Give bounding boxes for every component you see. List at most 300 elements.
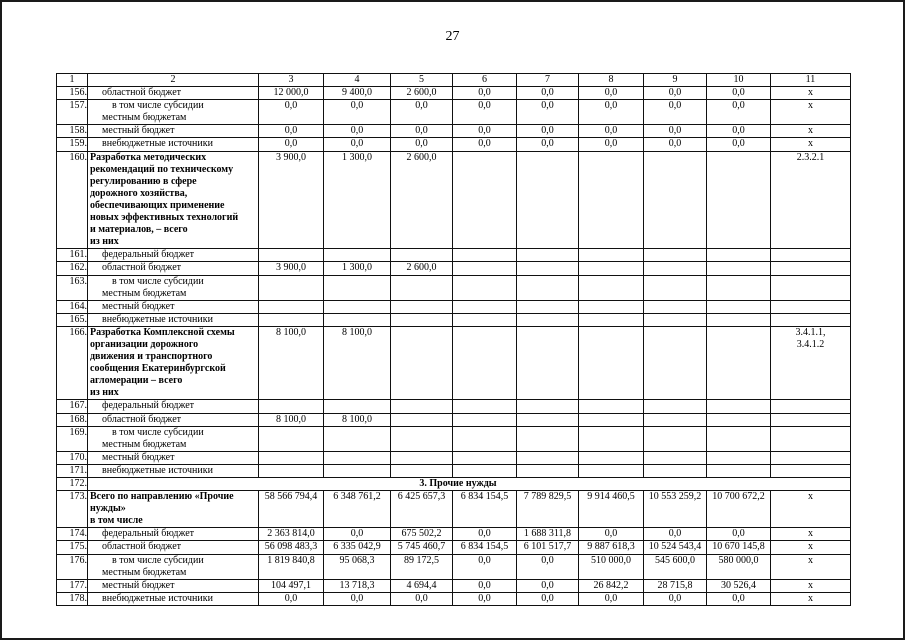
row-label bbox=[88, 451, 259, 464]
row-label bbox=[88, 262, 259, 275]
row-label bbox=[88, 300, 259, 313]
value-cell: 0,0 bbox=[579, 528, 644, 541]
value-cell bbox=[453, 464, 517, 477]
value-cell bbox=[391, 426, 453, 451]
row-label-line: в том числе субсидии bbox=[112, 100, 204, 112]
row-label bbox=[88, 491, 259, 528]
value-cell bbox=[453, 326, 517, 400]
target-index-line: 3.4.1.2 bbox=[796, 338, 825, 350]
target-index-cell bbox=[771, 451, 851, 464]
value-cell: 4 694,4 bbox=[391, 579, 453, 592]
value-cell: 0,0 bbox=[259, 592, 324, 605]
value-cell bbox=[644, 400, 707, 413]
value-cell bbox=[579, 249, 644, 262]
value-cell bbox=[707, 313, 771, 326]
row-number: 173. bbox=[57, 491, 88, 528]
row-label-line: и материалов, – всего bbox=[90, 224, 188, 236]
row-number: 164. bbox=[57, 300, 88, 313]
value-cell bbox=[324, 313, 391, 326]
value-cell: 545 600,0 bbox=[644, 554, 707, 579]
value-cell: 0,0 bbox=[324, 592, 391, 605]
value-cell: 28 715,8 bbox=[644, 579, 707, 592]
target-index-cell bbox=[771, 541, 851, 554]
row-label-line: местным бюджетам bbox=[102, 112, 187, 124]
row-number: 162. bbox=[57, 262, 88, 275]
column-header: 4 bbox=[324, 74, 391, 87]
value-cell bbox=[644, 249, 707, 262]
value-cell: 6 425 657,3 bbox=[391, 491, 453, 528]
value-cell: 0,0 bbox=[453, 87, 517, 100]
target-index-line: х bbox=[808, 592, 813, 604]
target-index-cell bbox=[771, 100, 851, 125]
row-label-line: федеральный бюджет bbox=[102, 528, 195, 540]
target-index-cell bbox=[771, 326, 851, 400]
row-number: 161. bbox=[57, 249, 88, 262]
value-cell: 3 900,0 bbox=[259, 262, 324, 275]
table-row bbox=[57, 592, 851, 605]
target-index-cell bbox=[771, 464, 851, 477]
value-cell bbox=[707, 464, 771, 477]
value-cell: 13 718,3 bbox=[324, 579, 391, 592]
row-label-line: новых эффективных технологий bbox=[90, 212, 239, 224]
row-label-line: областной бюджет bbox=[102, 87, 182, 99]
value-cell: 675 502,2 bbox=[391, 528, 453, 541]
value-cell: 0,0 bbox=[644, 592, 707, 605]
section-heading bbox=[88, 478, 851, 491]
value-cell: 1 688 311,8 bbox=[517, 528, 579, 541]
value-cell: 10 553 259,2 bbox=[644, 491, 707, 528]
value-cell bbox=[707, 451, 771, 464]
row-label-line: обеспечивающих применение bbox=[90, 199, 225, 211]
value-cell bbox=[644, 413, 707, 426]
target-index-cell bbox=[771, 313, 851, 326]
value-cell bbox=[324, 300, 391, 313]
column-header: 11 bbox=[771, 74, 851, 87]
row-label-line: местным бюджетам bbox=[102, 566, 187, 578]
value-cell: 95 068,3 bbox=[324, 554, 391, 579]
column-header: 8 bbox=[579, 74, 644, 87]
value-cell: 0,0 bbox=[517, 125, 579, 138]
value-cell: 0,0 bbox=[391, 592, 453, 605]
value-cell: 56 098 483,3 bbox=[259, 541, 324, 554]
value-cell bbox=[391, 275, 453, 300]
value-cell: 0,0 bbox=[453, 554, 517, 579]
value-cell: 1 300,0 bbox=[324, 151, 391, 249]
value-cell bbox=[707, 300, 771, 313]
value-cell bbox=[517, 400, 579, 413]
value-cell bbox=[579, 275, 644, 300]
row-label bbox=[88, 87, 259, 100]
value-cell bbox=[707, 326, 771, 400]
value-cell: 2 600,0 bbox=[391, 151, 453, 249]
row-label-line: местный бюджет bbox=[102, 300, 175, 312]
value-cell: 510 000,0 bbox=[579, 554, 644, 579]
row-label-line: Разработка методических bbox=[90, 151, 207, 163]
table-row bbox=[57, 275, 851, 300]
value-cell bbox=[391, 313, 453, 326]
value-cell bbox=[453, 300, 517, 313]
row-label-line: сообщения Екатеринбургской bbox=[90, 363, 226, 375]
row-label-line: областной бюджет bbox=[102, 262, 182, 274]
table-body bbox=[57, 87, 851, 606]
table-row bbox=[57, 451, 851, 464]
value-cell: 6 834 154,5 bbox=[453, 491, 517, 528]
value-cell bbox=[259, 451, 324, 464]
table-row bbox=[57, 249, 851, 262]
row-number: 171. bbox=[57, 464, 88, 477]
value-cell bbox=[579, 413, 644, 426]
target-index-cell bbox=[771, 125, 851, 138]
column-header: 2 bbox=[88, 74, 259, 87]
row-label bbox=[88, 426, 259, 451]
target-index-line: х bbox=[808, 87, 813, 99]
value-cell bbox=[579, 451, 644, 464]
row-label bbox=[88, 413, 259, 426]
row-number: 165. bbox=[57, 313, 88, 326]
value-cell: 0,0 bbox=[453, 125, 517, 138]
value-cell: 12 000,0 bbox=[259, 87, 324, 100]
value-cell bbox=[517, 262, 579, 275]
value-cell bbox=[579, 400, 644, 413]
value-cell bbox=[579, 262, 644, 275]
value-cell bbox=[517, 313, 579, 326]
value-cell: 26 842,2 bbox=[579, 579, 644, 592]
value-cell bbox=[324, 275, 391, 300]
value-cell bbox=[259, 313, 324, 326]
value-cell: 0,0 bbox=[324, 100, 391, 125]
column-header: 6 bbox=[453, 74, 517, 87]
table-row bbox=[57, 554, 851, 579]
value-cell bbox=[517, 151, 579, 249]
row-number: 177. bbox=[57, 579, 88, 592]
value-cell: 0,0 bbox=[644, 87, 707, 100]
row-label bbox=[88, 151, 259, 249]
value-cell bbox=[391, 413, 453, 426]
value-cell: 0,0 bbox=[517, 579, 579, 592]
value-cell: 0,0 bbox=[324, 125, 391, 138]
value-cell bbox=[644, 426, 707, 451]
value-cell: 2 363 814,0 bbox=[259, 528, 324, 541]
value-cell bbox=[579, 300, 644, 313]
row-number: 170. bbox=[57, 451, 88, 464]
value-cell bbox=[517, 426, 579, 451]
row-label-line: из них bbox=[90, 387, 119, 399]
value-cell: 0,0 bbox=[517, 87, 579, 100]
value-cell bbox=[259, 426, 324, 451]
table-header-row bbox=[57, 74, 851, 87]
row-label bbox=[88, 528, 259, 541]
target-index-cell bbox=[771, 592, 851, 605]
value-cell bbox=[707, 275, 771, 300]
value-cell: 0,0 bbox=[517, 554, 579, 579]
value-cell bbox=[259, 400, 324, 413]
row-number: 156. bbox=[57, 87, 88, 100]
row-label-line: местный бюджет bbox=[102, 125, 175, 137]
row-label-line: федеральный бюджет bbox=[102, 400, 195, 412]
column-header: 5 bbox=[391, 74, 453, 87]
value-cell: 0,0 bbox=[707, 528, 771, 541]
row-label-line: рекомендаций по техническому bbox=[90, 163, 234, 175]
row-label-line: в том числе субсидии bbox=[112, 554, 204, 566]
row-number: 157. bbox=[57, 100, 88, 125]
value-cell: 0,0 bbox=[644, 100, 707, 125]
row-label bbox=[88, 100, 259, 125]
value-cell: 2 600,0 bbox=[391, 87, 453, 100]
row-label bbox=[88, 554, 259, 579]
row-label-line: областной бюджет bbox=[102, 413, 182, 425]
value-cell: 0,0 bbox=[707, 125, 771, 138]
row-label-line: из них bbox=[90, 236, 119, 248]
value-cell: 9 914 460,5 bbox=[579, 491, 644, 528]
value-cell bbox=[391, 400, 453, 413]
row-number: 178. bbox=[57, 592, 88, 605]
value-cell bbox=[707, 400, 771, 413]
page-number: 27 bbox=[445, 29, 460, 44]
value-cell: 0,0 bbox=[324, 138, 391, 151]
value-cell bbox=[644, 151, 707, 249]
row-label bbox=[88, 313, 259, 326]
row-number: 168. bbox=[57, 413, 88, 426]
value-cell bbox=[579, 313, 644, 326]
value-cell: 2 600,0 bbox=[391, 262, 453, 275]
row-label-line: организации дорожного bbox=[90, 338, 199, 350]
value-cell: 1 819 840,8 bbox=[259, 554, 324, 579]
value-cell: 0,0 bbox=[707, 592, 771, 605]
value-cell: 6 101 517,7 bbox=[517, 541, 579, 554]
row-label-line: регулированию в сфере bbox=[90, 175, 197, 187]
value-cell bbox=[453, 275, 517, 300]
row-label-line: федеральный бюджет bbox=[102, 249, 195, 261]
target-index-line: х bbox=[808, 138, 813, 150]
value-cell bbox=[517, 249, 579, 262]
row-label-line: внебюджетные источники bbox=[102, 464, 213, 476]
value-cell: 0,0 bbox=[517, 592, 579, 605]
value-cell: 10 670 145,8 bbox=[707, 541, 771, 554]
target-index-cell bbox=[771, 491, 851, 528]
column-header: 9 bbox=[644, 74, 707, 87]
table-row bbox=[57, 326, 851, 400]
column-header: 1 bbox=[57, 74, 88, 87]
value-cell: 0,0 bbox=[259, 125, 324, 138]
row-label bbox=[88, 249, 259, 262]
target-index-line: х bbox=[808, 554, 813, 566]
row-label bbox=[88, 400, 259, 413]
table-row bbox=[57, 528, 851, 541]
table-row bbox=[57, 138, 851, 151]
value-cell bbox=[579, 426, 644, 451]
table-row bbox=[57, 87, 851, 100]
value-cell: 10 524 543,4 bbox=[644, 541, 707, 554]
row-label-line: в том числе субсидии bbox=[112, 426, 204, 438]
row-label-line: в том числе субсидии bbox=[112, 275, 204, 287]
value-cell: 0,0 bbox=[453, 528, 517, 541]
column-header: 10 bbox=[707, 74, 771, 87]
value-cell: 0,0 bbox=[453, 138, 517, 151]
value-cell: 6 335 042,9 bbox=[324, 541, 391, 554]
table-row bbox=[57, 400, 851, 413]
row-label-line: внебюджетные источники bbox=[102, 592, 213, 604]
value-cell: 8 100,0 bbox=[324, 413, 391, 426]
target-index-cell bbox=[771, 426, 851, 451]
target-index-line: 3.4.1.1, bbox=[795, 326, 826, 338]
value-cell: 0,0 bbox=[579, 100, 644, 125]
row-label-line: местным бюджетам bbox=[102, 438, 187, 450]
row-label-line: внебюджетные источники bbox=[102, 313, 213, 325]
value-cell bbox=[517, 326, 579, 400]
row-number: 175. bbox=[57, 541, 88, 554]
value-cell: 9 887 618,3 bbox=[579, 541, 644, 554]
row-number: 160. bbox=[57, 151, 88, 249]
value-cell bbox=[644, 275, 707, 300]
row-number: 176. bbox=[57, 554, 88, 579]
row-label-line: в том числе bbox=[90, 515, 143, 527]
value-cell bbox=[644, 262, 707, 275]
target-index-cell bbox=[771, 528, 851, 541]
column-header: 7 bbox=[517, 74, 579, 87]
value-cell: 1 300,0 bbox=[324, 262, 391, 275]
row-label bbox=[88, 579, 259, 592]
table-row bbox=[57, 541, 851, 554]
target-index-line: х bbox=[808, 528, 813, 540]
row-label-line: местный бюджет bbox=[102, 451, 175, 463]
value-cell bbox=[707, 249, 771, 262]
value-cell: 0,0 bbox=[644, 528, 707, 541]
value-cell bbox=[453, 249, 517, 262]
target-index-cell bbox=[771, 138, 851, 151]
value-cell: 0,0 bbox=[707, 138, 771, 151]
row-label-line: Всего по направлению «Прочие bbox=[90, 491, 234, 503]
table-row bbox=[57, 262, 851, 275]
target-index-cell bbox=[771, 400, 851, 413]
value-cell bbox=[707, 426, 771, 451]
row-label-line: движения и транспортного bbox=[90, 351, 213, 363]
value-cell bbox=[259, 300, 324, 313]
value-cell: 9 400,0 bbox=[324, 87, 391, 100]
target-index-cell bbox=[771, 579, 851, 592]
row-label bbox=[88, 592, 259, 605]
target-index-cell bbox=[771, 275, 851, 300]
row-label-line: Разработка Комплексной схемы bbox=[90, 326, 235, 338]
row-label bbox=[88, 275, 259, 300]
value-cell bbox=[644, 300, 707, 313]
row-label-line: дорожного хозяйства, bbox=[90, 187, 188, 199]
row-number: 172. bbox=[57, 478, 88, 491]
value-cell: 0,0 bbox=[324, 528, 391, 541]
table-row bbox=[57, 313, 851, 326]
value-cell: 89 172,5 bbox=[391, 554, 453, 579]
table-row bbox=[57, 579, 851, 592]
value-cell bbox=[644, 464, 707, 477]
row-label bbox=[88, 125, 259, 138]
target-index-cell bbox=[771, 413, 851, 426]
target-index-cell bbox=[771, 87, 851, 100]
value-cell bbox=[517, 451, 579, 464]
value-cell bbox=[707, 151, 771, 249]
value-cell bbox=[453, 151, 517, 249]
value-cell bbox=[644, 326, 707, 400]
column-header: 3 bbox=[259, 74, 324, 87]
value-cell bbox=[453, 262, 517, 275]
row-label-line: внебюджетные источники bbox=[102, 138, 213, 150]
value-cell: 10 700 672,2 bbox=[707, 491, 771, 528]
value-cell bbox=[324, 451, 391, 464]
value-cell: 7 789 829,5 bbox=[517, 491, 579, 528]
value-cell: 0,0 bbox=[453, 592, 517, 605]
value-cell bbox=[453, 451, 517, 464]
row-label-line: местный бюджет bbox=[102, 579, 175, 591]
table-row bbox=[57, 300, 851, 313]
value-cell: 0,0 bbox=[453, 100, 517, 125]
row-label-line: местным бюджетам bbox=[102, 287, 187, 299]
value-cell bbox=[324, 400, 391, 413]
value-cell: 0,0 bbox=[644, 138, 707, 151]
value-cell: 0,0 bbox=[579, 138, 644, 151]
table-row bbox=[57, 426, 851, 451]
value-cell bbox=[391, 249, 453, 262]
value-cell: 6 834 154,5 bbox=[453, 541, 517, 554]
value-cell: 0,0 bbox=[259, 138, 324, 151]
value-cell bbox=[707, 262, 771, 275]
target-index-line: х bbox=[808, 125, 813, 137]
target-index-cell bbox=[771, 262, 851, 275]
value-cell: 8 100,0 bbox=[324, 326, 391, 400]
value-cell: 0,0 bbox=[259, 100, 324, 125]
target-index-line: х bbox=[808, 491, 813, 503]
value-cell bbox=[453, 426, 517, 451]
value-cell: 0,0 bbox=[391, 100, 453, 125]
value-cell: 0,0 bbox=[644, 125, 707, 138]
value-cell bbox=[517, 413, 579, 426]
table-row bbox=[57, 413, 851, 426]
row-label-line: областной бюджет bbox=[102, 541, 182, 553]
value-cell bbox=[453, 413, 517, 426]
value-cell bbox=[391, 464, 453, 477]
row-label-line: 3. Прочие нужды bbox=[419, 478, 497, 489]
value-cell bbox=[259, 464, 324, 477]
table-row bbox=[57, 464, 851, 477]
table-row bbox=[57, 491, 851, 528]
row-number: 167. bbox=[57, 400, 88, 413]
value-cell bbox=[391, 451, 453, 464]
value-cell: 0,0 bbox=[517, 138, 579, 151]
value-cell: 0,0 bbox=[579, 87, 644, 100]
row-label bbox=[88, 326, 259, 400]
value-cell: 0,0 bbox=[453, 579, 517, 592]
row-number: 169. bbox=[57, 426, 88, 451]
value-cell: 6 348 761,2 bbox=[324, 491, 391, 528]
value-cell bbox=[324, 426, 391, 451]
row-number: 163. bbox=[57, 275, 88, 300]
target-index-line: 2.3.2.1 bbox=[796, 151, 825, 163]
target-index-cell bbox=[771, 249, 851, 262]
target-index-line: х bbox=[808, 579, 813, 591]
value-cell: 0,0 bbox=[391, 125, 453, 138]
value-cell: 580 000,0 bbox=[707, 554, 771, 579]
row-label bbox=[88, 541, 259, 554]
table-row bbox=[57, 151, 851, 249]
value-cell bbox=[579, 326, 644, 400]
value-cell: 0,0 bbox=[579, 592, 644, 605]
row-number: 166. bbox=[57, 326, 88, 400]
value-cell bbox=[707, 413, 771, 426]
value-cell: 0,0 bbox=[391, 138, 453, 151]
row-label-line: агломерации – всего bbox=[90, 375, 183, 387]
value-cell bbox=[453, 400, 517, 413]
value-cell: 58 566 794,4 bbox=[259, 491, 324, 528]
table-row bbox=[57, 125, 851, 138]
value-cell: 3 900,0 bbox=[259, 151, 324, 249]
row-label bbox=[88, 138, 259, 151]
